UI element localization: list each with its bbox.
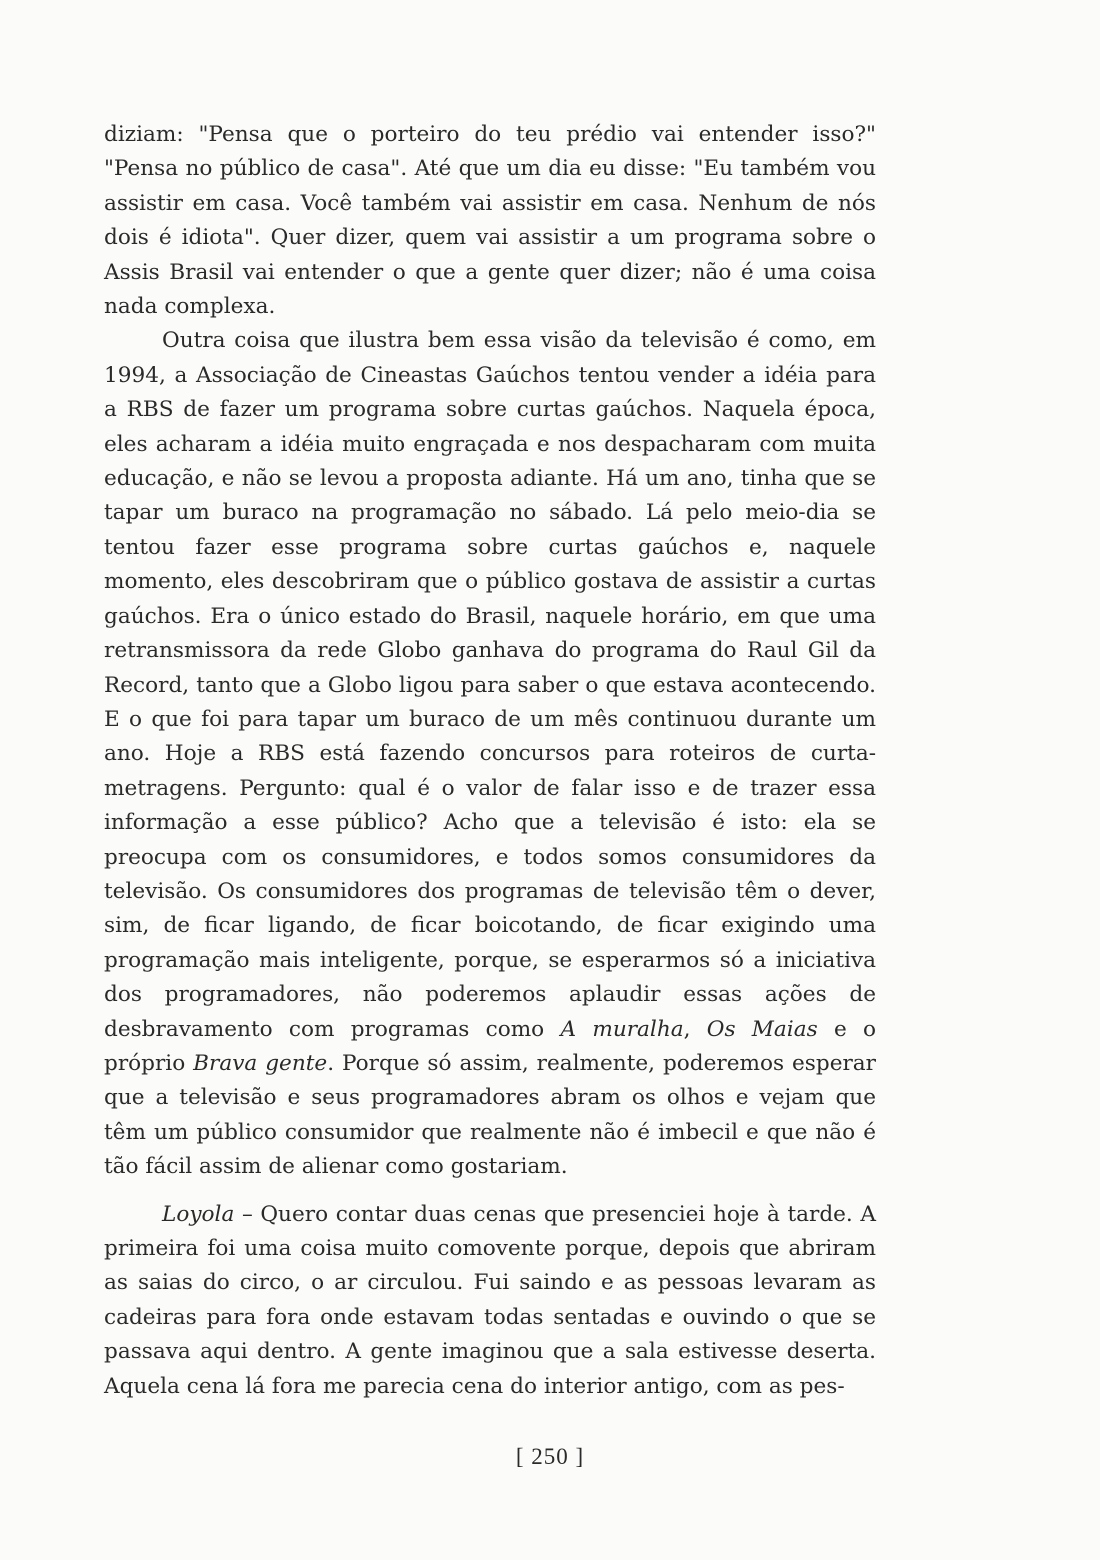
program-title-brava-gente: Brava gente <box>193 1050 328 1076</box>
speaker-name: Loyola <box>162 1201 235 1227</box>
paragraph-3-text: – Quero contar duas cenas que presenciei hoje à tarde. A primeira foi uma coisa muito comovente porque, depois que abriram as saias do circo, o ar circulou. Fui saindo e as pessoas levaram as cadeiras para fora onde estavam todas sentadas e ouvindo o que se passava aqui dentro. A gente imaginou que a sala estivesse deserta. Aquela cena lá fora me parecia cena do interior antigo, com as pes- <box>104 1201 876 1399</box>
paragraph-2-part-3: . Porque só assim, realmente, poderemos esperar que a televisão e seus programadores abram os olhos e vejam que têm um público consumidor que realmente não é imbecil e que não é tão fácil assim de alienar como gostariam. <box>104 1050 876 1180</box>
paragraph-1-text: diziam: "Pensa que o porteiro do teu prédio vai entender isso?" "Pensa no público de casa". Até que um dia eu disse: "Eu também vou assistir em casa. Você também vai assistir em casa. Nenhum de nós dois é idiota". Quer dizer, quem vai assistir a um programa sobre o Assis Brasil vai entender o que a gente quer dizer; não é uma coisa nada complexa. <box>104 122 876 320</box>
paragraph-2-part-2: e o próprio <box>104 1016 877 1076</box>
body-text <box>104 118 876 1404</box>
program-title-os-maias: Os Maias <box>706 1016 818 1042</box>
paragraph-2-separator: , <box>683 1016 707 1042</box>
page-number: [ 250 ] <box>515 1444 585 1469</box>
paragraph-tv-vision <box>104 324 876 1184</box>
paragraph-continuation <box>104 118 876 324</box>
paragraph-loyola <box>104 1198 876 1404</box>
paragraph-2-part-1: Outra coisa que ilustra bem essa visão da televisão é como, em 1994, a Associação de Cineastas Gaúchos tentou vender a idéia para a RBS de fazer um programa sobre curtas gaúchos. Naquela época, eles acharam a idéia muito engraçada e nos despacharam com muita educação, e não se levou a proposta adiante. Há um ano, tinha que se tapar um buraco na programação no sábado. Lá pelo meio-dia se tentou fazer esse programa sobre curtas gaúchos e, naquele momento, eles descobriram que o público gostava de assistir a curtas gaúchos. Era o único estado do Brasil, naquele horário, em que uma retransmissora da rede Globo ganhava do programa do Raul Gil da Record, tanto que a Globo ligou para saber o que estava acontecendo. E o que foi para tapar um buraco de um mês continuou durante um ano. Hoje a RBS está fazendo concursos para roteiros de curta-metragens. Pergunto: qual é o valor de falar isso e de trazer essa informação a esse público? Acho que a televisão é isto: ela se preocupa com os consumidores, e todos somos consumidores da televisão. Os consumidores dos programas de televisão têm o dever, sim, de ficar ligando, de ficar boicotando, de ficar exigindo uma programação mais inteligente, porque, se esperarmos só a iniciativa dos programadores, não poderemos aplaudir essas ações de desbravamento com programas como <box>104 328 876 1042</box>
program-title-a-muralha: A muralha <box>560 1016 684 1042</box>
